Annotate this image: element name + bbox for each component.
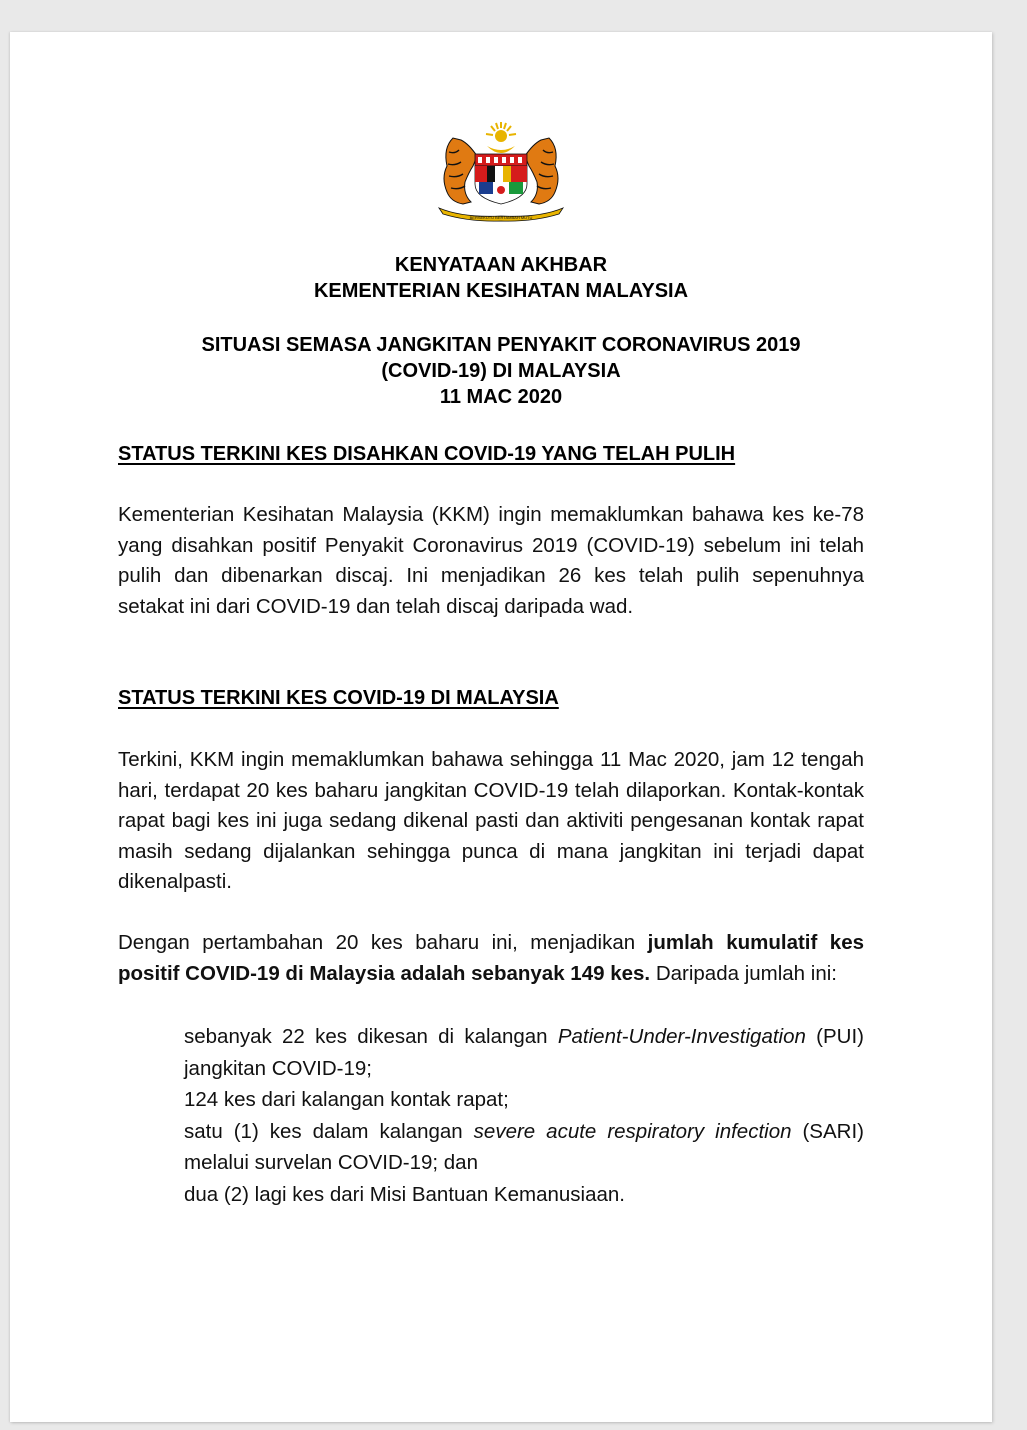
subject-line-2: (COVID-19) DI MALAYSIA <box>381 360 621 382</box>
current-status-paragraph: Terkini, KKM ingin memaklumkan bahawa sehingga 11 Mac 2020, jam 12 tengah hari, terdapat 20 kes baharu jangkitan COVID-19 telah dilaporkan. Kontak-kontak rapat bagi kes ini juga sedang dikenal pasti dan aktiviti pengesanan kontak rapat masih sedang dijalankan sehingga punca di mana jangkitan ini terjadi dapat dikenalpasti. <box>118 748 864 894</box>
motto-text: BERSEKUTU BERTAMBAH MUTU <box>469 215 533 220</box>
list-item: sebanyak 22 kes dikesan di kalangan Patient-Under-Investigation (PUI) jangkitan COVID-19; <box>184 1025 864 1080</box>
federal-star <box>486 122 516 142</box>
cumulative-outro: Daripada jumlah ini: <box>655 961 837 985</box>
cumulative-paragraph <box>118 928 864 989</box>
malaysia-coat-of-arms-emblem <box>433 118 569 222</box>
subject-block <box>0 332 1002 410</box>
list-item: 124 kes dari kalangan kontak rapat; <box>184 1088 509 1111</box>
crescent-moon <box>487 146 515 153</box>
recovered-paragraph: Kementerian Kesihatan Malaysia (KKM) ingin memaklumkan bahawa kes ke-78 yang disahkan positif Penyakit Coronavirus 2019 (COVID-19) sebelum ini telah pulih dan dibenarkan discaj. Ini menjadikan 26 kes telah pulih sepenuhnya setakat ini dari COVID-19 dan telah discaj daripada wad. <box>118 503 864 618</box>
press-title: KENYATAAN AKHBAR <box>394 254 608 276</box>
shield <box>475 154 527 204</box>
section-heading-recovered: STATUS TERKINI KES DISAHKAN COVID-19 YANG TELAH PULIH <box>118 443 736 465</box>
ministry-name: KEMENTERIAN KESIHATAN MALAYSIA <box>313 280 689 302</box>
case-breakdown-list <box>184 1021 864 1210</box>
left-tiger <box>444 138 477 204</box>
cumulative-intro: Dengan pertambahan 20 kes baharu ini, menjadikan <box>118 931 636 954</box>
subject-line-1: SITUASI SEMASA JANGKITAN PENYAKIT CORONAVIRUS 2019 <box>201 334 801 356</box>
document-page <box>10 32 992 1422</box>
cumulative-total-bold: jumlah kumulatif kes positif COVID-19 di Malaysia adalah sebanyak 149 kes. <box>118 931 865 985</box>
press-title-block <box>0 252 1002 304</box>
press-date: 11 MAC 2020 <box>439 386 563 408</box>
right-tiger <box>525 138 558 204</box>
list-item: satu (1) kes dalam kalangan severe acute respiratory infection (SARI) melalui survelan COVID-19; dan <box>184 1119 864 1174</box>
list-item: dua (2) lagi kes dari Misi Bantuan Kemanusiaan. <box>184 1182 625 1206</box>
section-heading-current-status: STATUS TERKINI KES COVID-19 DI MALAYSIA <box>118 687 559 709</box>
